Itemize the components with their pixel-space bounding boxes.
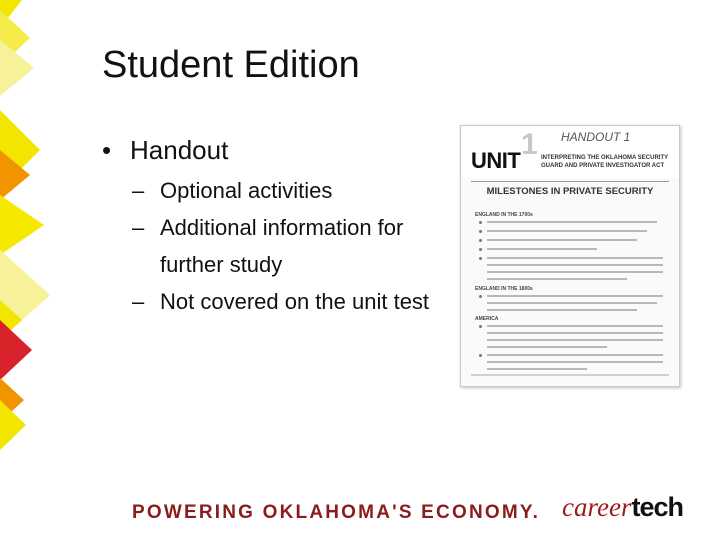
bullet-symbol: • <box>102 135 112 165</box>
sub-bullet-symbol: – <box>132 215 145 240</box>
bullet-dot <box>479 230 482 233</box>
text-line <box>487 295 663 297</box>
handout-footer-line <box>471 374 669 376</box>
bullet-dot <box>479 354 482 357</box>
text-line <box>487 346 607 348</box>
handout-section-title: AMERICA <box>475 316 499 322</box>
handout-heading: MILESTONES IN PRIVATE SECURITY <box>486 186 654 197</box>
sub-bullet-item <box>102 172 442 209</box>
text-line <box>487 271 663 273</box>
text-line <box>487 221 657 223</box>
footer-tagline: POWERING OKLAHOMA'S ECONOMY. <box>132 502 541 523</box>
bullet-label: Handout <box>130 135 229 165</box>
bullet-dot <box>479 239 482 242</box>
bullet-dot <box>479 248 482 251</box>
text-line <box>487 302 657 304</box>
text-line <box>487 230 647 232</box>
handout-divider <box>471 181 669 182</box>
sub-bullet-symbol: – <box>132 178 145 203</box>
sub-bullet-item <box>102 209 442 283</box>
handout-unit-word: UNIT <box>471 148 521 173</box>
handout-label: HANDOUT 1 <box>561 130 631 144</box>
text-line <box>487 361 663 363</box>
text-line <box>487 239 637 241</box>
handout-thumbnail <box>460 125 680 387</box>
sub-bullet-label: Additional information for further study <box>160 215 404 277</box>
handout-subtitle-line: GUARD AND PRIVATE INVESTIGATOR ACT <box>541 163 665 169</box>
bullet-list <box>102 128 442 320</box>
handout-unit-number: 1 <box>521 128 538 161</box>
text-line <box>487 354 663 356</box>
sub-bullet-symbol: – <box>132 289 145 314</box>
text-line <box>487 278 627 280</box>
bullet-dot <box>479 295 482 298</box>
text-line <box>487 257 663 259</box>
text-line <box>487 248 597 250</box>
bullet-dot <box>479 325 482 328</box>
careertech-logo <box>562 492 683 523</box>
logo-tech-text: tech <box>631 492 683 522</box>
bullet-item <box>102 128 442 172</box>
text-line <box>487 325 663 327</box>
handout-subtitle-line: INTERPRETING THE OKLAHOMA SECURITY <box>541 155 669 161</box>
text-line <box>487 339 663 341</box>
handout-subtitle <box>541 154 668 170</box>
sub-bullet-label: Not covered on the unit test <box>160 289 430 314</box>
sub-bullet-item <box>102 283 442 320</box>
logo-career-text: career <box>562 492 632 522</box>
decorative-triangles <box>0 0 60 540</box>
bullet-dot <box>479 221 482 224</box>
handout-section-title: ENGLAND IN THE 1800s <box>475 286 533 292</box>
sub-bullet-label: Optional activities <box>160 178 333 203</box>
bullet-dot <box>479 257 482 260</box>
slide-title: Student Edition <box>102 44 360 86</box>
text-line <box>487 368 587 370</box>
text-line <box>487 332 663 334</box>
handout-section-title: ENGLAND IN THE 1700s <box>475 212 533 218</box>
text-line <box>487 264 663 266</box>
text-line <box>487 309 637 311</box>
